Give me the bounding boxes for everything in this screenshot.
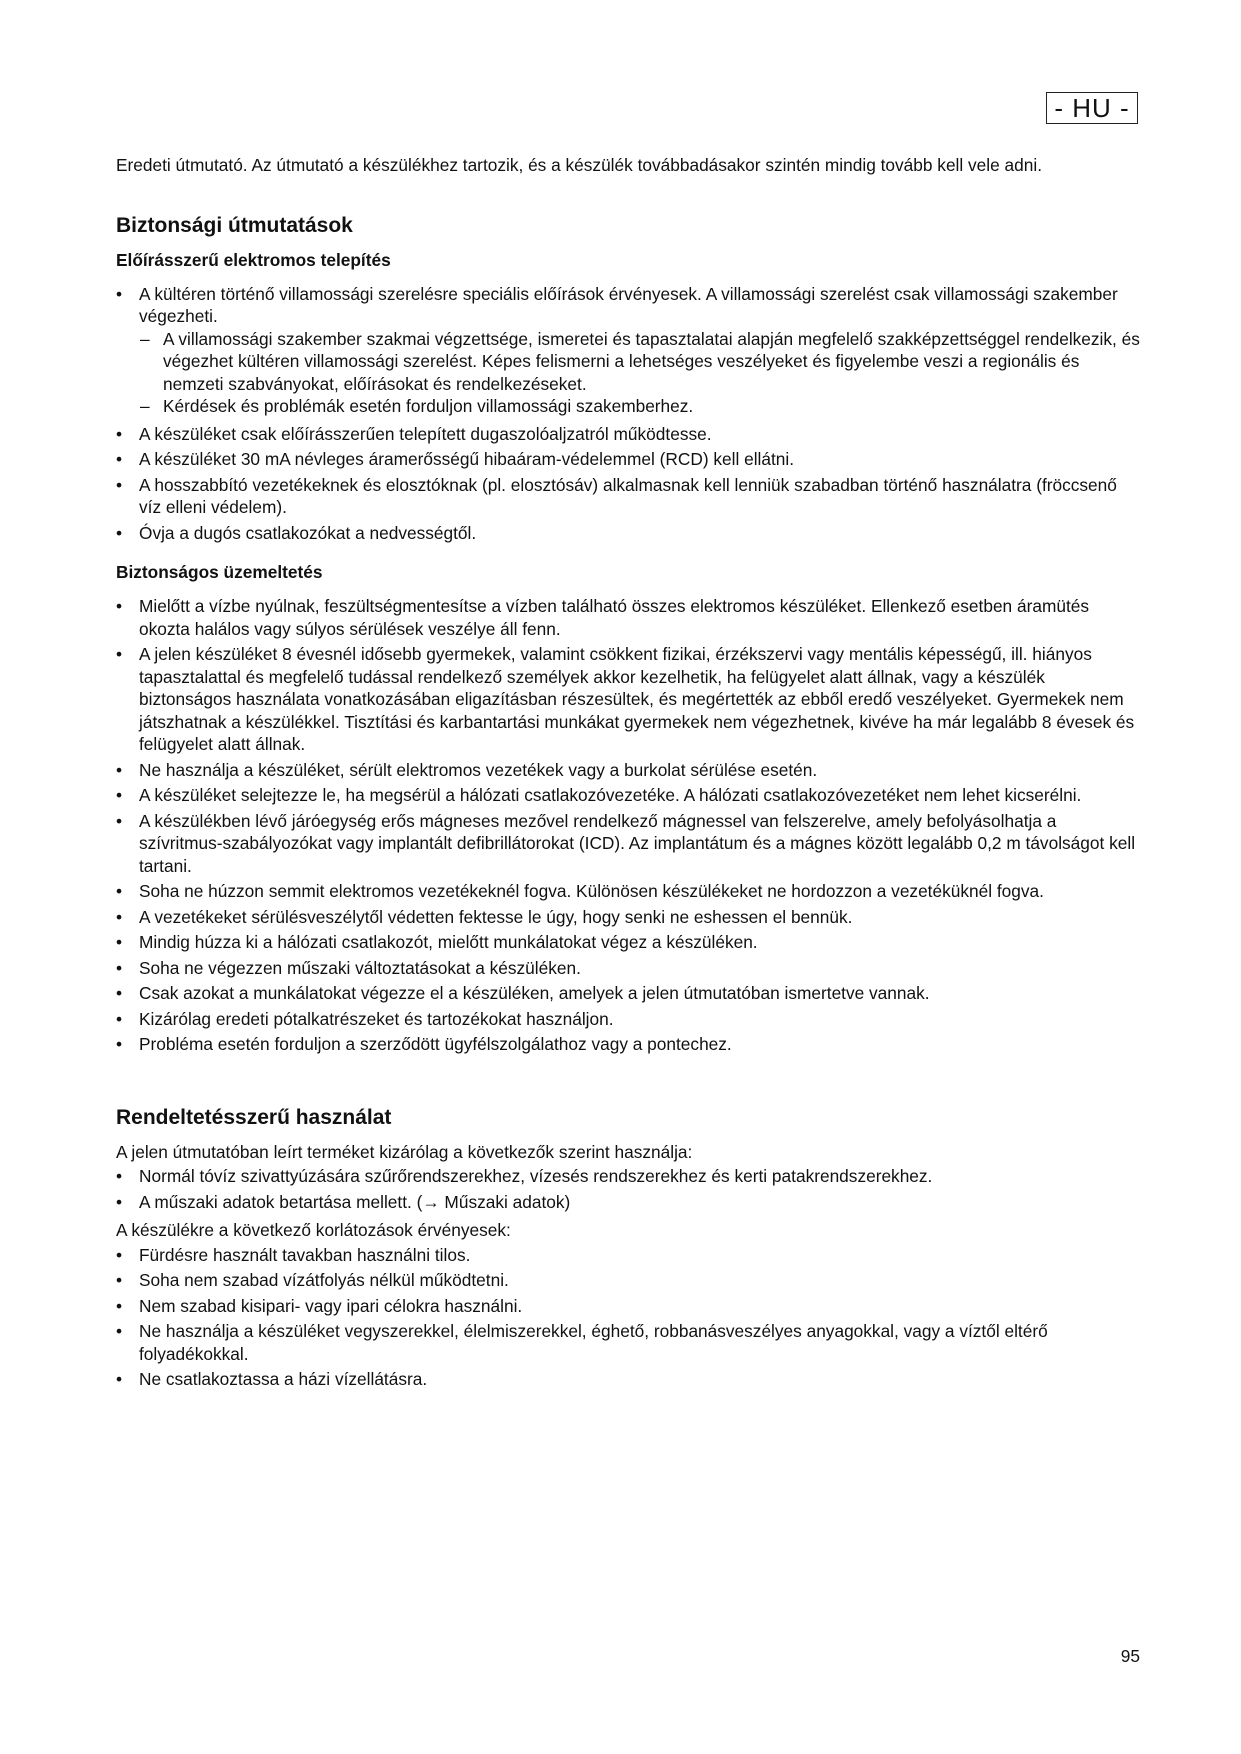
- list-item: • Soha ne végezzen műszaki változtatásokat a készüléken.: [116, 957, 1140, 980]
- operation-subheading: Biztonságos üzemeltetés: [116, 562, 323, 582]
- list-subitem: – A villamossági szakember szakmai végzettsége, ismeretei és tapasztalatai alapján megfelelő szakképzettséggel rendelkezik, és végezhet kültéren villamossági szerelést. Képes felismerni a lehetséges veszélyeket és figyelembe veszi a regionális és nemzeti szabványokat, előírásokat és rendelkezéseket.: [116, 328, 1140, 396]
- list-item: • Nem szabad kisipari- vagy ipari célokra használni.: [116, 1295, 1140, 1318]
- list-item: • A jelen készüléket 8 évesnél idősebb gyermekek, valamint csökkent fizikai, érzékszervi vagy mentális képességű, ill. hiányos tapasztalattal és megfelelő tudással rendelkező személyek akkor kezelhetik, ha felügyelet alatt állnak, vagy a készülék biztonságos használata vonatkozásában eligazításban részesültek, és megértették az ebből eredő veszélyeket. Gyermekek nem játszhatnak a készülékkel. Tisztítási és karbantartási munkákat gyermekek nem végezhetnek, kivéve ha már legalább 8 évesek és felügyelet alatt állnak.: [116, 643, 1140, 756]
- safety-heading: Biztonsági útmutatások: [116, 213, 353, 237]
- list-item: • Soha nem szabad vízátfolyás nélkül működtetni.: [116, 1269, 1140, 1292]
- list-item: • Óvja a dugós csatlakozókat a nedvességtől.: [116, 522, 1140, 545]
- installation-subheading: Előírásszerű elektromos telepítés: [116, 249, 391, 270]
- list-item: • Ne használja a készüléket, sérült elektromos vezetékek vagy a burkolat sérülése esetén.: [116, 759, 1140, 782]
- limits-lead: A készülékre a következő korlátozások érvényesek:: [116, 1220, 511, 1240]
- list-item: • A készüléket selejtezze le, ha megsérül a hálózati csatlakozóvezetéke. A hálózati csatlakozóvezetéket nem lehet kicserélni.: [116, 784, 1140, 807]
- list-item: • A készülékben lévő járóegység erős mágneses mezővel rendelkező mágnessel van felszerelve, amely befolyásolhatja a szívritmus-szabályozókat vagy implantált defibrillátorokat (ICD). Az implantátum és a mágnes között legalább 0,2 m távolságot kell tartani.: [116, 810, 1140, 878]
- list-item: • A készüléket csak előírásszerűen telepített dugaszolóaljzatról működtesse.: [116, 423, 1140, 446]
- list-item: • A kültéren történő villamossági szerelésre speciális előírások érvényesek. A villamossági szerelést csak villamossági szakember végezheti.: [116, 283, 1140, 328]
- list-item: • Normál tóvíz szivattyúzására szűrőrendszerekhez, vízesés rendszerekhez és kerti patakrendszerekhez.: [116, 1165, 1140, 1188]
- list-item: • A műszaki adatok betartása mellett. (→ Műszaki adatok): [116, 1191, 1140, 1214]
- list-item: • A készüléket 30 mA névleges áramerősségű hibaáram-védelemmel (RCD) kell ellátni.: [116, 448, 1140, 471]
- intro-text: Eredeti útmutató. Az útmutató a készülékhez tartozik, és a készülék továbbadásakor szintén mindig tovább kell vele adni.: [116, 155, 1043, 175]
- list-item: • Probléma esetén forduljon a szerződött ügyfélszolgálathoz vagy a pontechez.: [116, 1033, 1140, 1056]
- list-item: • Mindig húzza ki a hálózati csatlakozót, mielőtt munkálatokat végez a készüléken.: [116, 931, 1140, 954]
- list-item: • Kizárólag eredeti pótalkatrészeket és tartozékokat használjon.: [116, 1008, 1140, 1031]
- list-item: • Soha ne húzzon semmit elektromos vezetékeknél fogva. Különösen készülékeket ne hordozzon a vezetéküknél fogva.: [116, 880, 1140, 903]
- language-badge: - HU -: [1046, 92, 1138, 124]
- list-item: • Ne használja a készüléket vegyszerekkel, élelmiszerekkel, éghető, robbanásveszélyes anyagokkal, vagy a víztől eltérő folyadékokkal.: [116, 1320, 1140, 1365]
- installation-list: [116, 283, 1140, 545]
- list-item: • A hosszabbító vezetékeknek és elosztóknak (pl. elosztósáv) alkalmasnak kell lenniük szabadban történő használatra (fröccsenő víz elleni védelem).: [116, 474, 1140, 519]
- list-subitem: – Kérdések és problémák esetén forduljon villamossági szakemberhez.: [116, 395, 1140, 418]
- list-item: • Mielőtt a vízbe nyúlnak, feszültségmentesítse a vízben található összes elektromos készüléket. Ellenkező esetben áramütés okozta halálos vagy súlyos sérülések veszélye áll fenn.: [116, 595, 1140, 640]
- limits-list: [116, 1244, 1140, 1391]
- page-number: 95: [1120, 1646, 1140, 1666]
- usage-heading: Rendeltetésszerű használat: [116, 1105, 392, 1129]
- list-item: • Fürdésre használt tavakban használni tilos.: [116, 1244, 1140, 1267]
- usage-list: [116, 1165, 1140, 1213]
- list-item: • A vezetékeket sérülésveszélytől védetten fektesse le úgy, hogy senki ne eshessen el bennük.: [116, 906, 1140, 929]
- page-content: [116, 154, 1140, 1394]
- list-item: • Ne csatlakoztassa a házi vízellátásra.: [116, 1368, 1140, 1391]
- operation-list: [116, 595, 1140, 1056]
- usage-lead: A jelen útmutatóban leírt terméket kizárólag a következők szerint használja:: [116, 1141, 693, 1162]
- list-item: • Csak azokat a munkálatokat végezze el a készüléken, amelyek a jelen útmutatóban ismertetve vannak.: [116, 982, 1140, 1005]
